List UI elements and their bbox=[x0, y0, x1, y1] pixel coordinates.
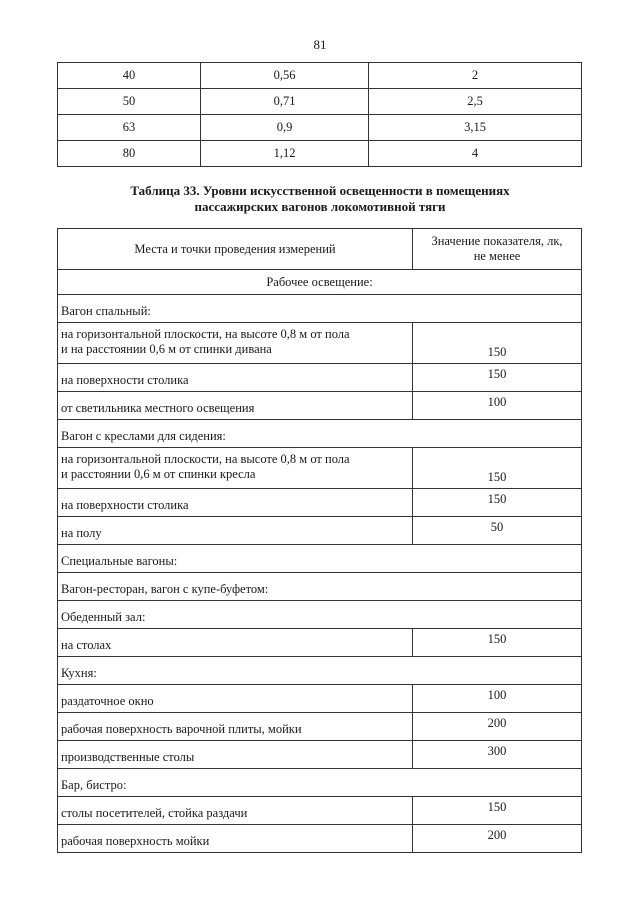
table-cell: 50 bbox=[58, 89, 201, 115]
table-title-line: пассажирских вагонов локомотивной тяги bbox=[194, 199, 446, 214]
place-cell: раздаточное окно bbox=[58, 685, 413, 713]
table-cell: 0,9 bbox=[201, 115, 369, 141]
value-cell: 150 bbox=[413, 448, 582, 489]
table-row bbox=[58, 629, 582, 657]
table-cell: 40 bbox=[58, 63, 201, 89]
table-row bbox=[58, 713, 582, 741]
table-cell: 2 bbox=[369, 63, 582, 89]
section-working-lighting: Рабочее освещение: bbox=[58, 270, 582, 295]
table-row bbox=[58, 115, 582, 141]
section-row bbox=[58, 270, 582, 295]
value-cell: 150 bbox=[413, 797, 582, 825]
table-cell: 1,12 bbox=[201, 141, 369, 167]
value-cell: 100 bbox=[413, 685, 582, 713]
place-cell: на столах bbox=[58, 629, 413, 657]
value-cell: 200 bbox=[413, 713, 582, 741]
page-number: 81 bbox=[313, 37, 327, 52]
table-cell: 2,5 bbox=[369, 89, 582, 115]
group-row bbox=[58, 657, 582, 685]
table-row bbox=[58, 323, 582, 364]
place-cell: производственные столы bbox=[58, 741, 413, 769]
header-value-line: не менее bbox=[473, 249, 521, 263]
table-row bbox=[58, 825, 582, 853]
table-row bbox=[58, 685, 582, 713]
value-cell: 300 bbox=[413, 741, 582, 769]
continued-table bbox=[57, 62, 582, 167]
group-row bbox=[58, 601, 582, 629]
table-row bbox=[58, 489, 582, 517]
table-cell: 80 bbox=[58, 141, 201, 167]
table-cell: 0,71 bbox=[201, 89, 369, 115]
value-cell: 150 bbox=[413, 323, 582, 364]
group-label: Бар, бистро: bbox=[58, 769, 582, 797]
value-cell: 100 bbox=[413, 392, 582, 420]
table-row bbox=[58, 448, 582, 489]
place-line: и на расстоянии 0,6 м от спинки дивана bbox=[61, 342, 272, 356]
group-row bbox=[58, 545, 582, 573]
group-row bbox=[58, 295, 582, 323]
illumination-table bbox=[57, 228, 582, 853]
value-cell: 50 bbox=[413, 517, 582, 545]
group-label: Обеденный зал: bbox=[58, 601, 582, 629]
place-cell bbox=[58, 323, 413, 364]
place-cell: столы посетителей, стойка раздачи bbox=[58, 797, 413, 825]
group-label: Вагон спальный: bbox=[58, 295, 582, 323]
group-label: Вагон с креслами для сидения: bbox=[58, 420, 582, 448]
header-places: Места и точки проведения измерений bbox=[58, 229, 413, 270]
place-cell: рабочая поверхность варочной плиты, мойки bbox=[58, 713, 413, 741]
table-title-line: Таблица 33. Уровни искусственной освещенности в помещениях bbox=[130, 183, 510, 198]
table-row bbox=[58, 392, 582, 420]
table-header-row bbox=[58, 229, 582, 270]
value-cell: 150 bbox=[413, 629, 582, 657]
place-cell: на полу bbox=[58, 517, 413, 545]
table-title bbox=[0, 183, 640, 215]
group-label: Вагон-ресторан, вагон с купе-буфетом: bbox=[58, 573, 582, 601]
group-row bbox=[58, 573, 582, 601]
place-line: на горизонтальной плоскости, на высоте 0,8 м от пола bbox=[61, 452, 350, 466]
group-label: Кухня: bbox=[58, 657, 582, 685]
header-value-line: Значение показателя, лк, bbox=[431, 234, 563, 248]
table-row bbox=[58, 797, 582, 825]
place-cell: от светильника местного освещения bbox=[58, 392, 413, 420]
place-line: на горизонтальной плоскости, на высоте 0,8 м от пола bbox=[61, 327, 350, 341]
table-row bbox=[58, 517, 582, 545]
place-cell: на поверхности столика bbox=[58, 489, 413, 517]
table-cell: 3,15 bbox=[369, 115, 582, 141]
table-row bbox=[58, 141, 582, 167]
group-row bbox=[58, 420, 582, 448]
table-cell: 0,56 bbox=[201, 63, 369, 89]
header-value bbox=[413, 229, 582, 270]
place-cell: рабочая поверхность мойки bbox=[58, 825, 413, 853]
group-row bbox=[58, 769, 582, 797]
group-label: Специальные вагоны: bbox=[58, 545, 582, 573]
table-row bbox=[58, 63, 582, 89]
table-cell: 63 bbox=[58, 115, 201, 141]
table-row bbox=[58, 89, 582, 115]
table-cell: 4 bbox=[369, 141, 582, 167]
place-cell: на поверхности столика bbox=[58, 364, 413, 392]
value-cell: 200 bbox=[413, 825, 582, 853]
value-cell: 150 bbox=[413, 489, 582, 517]
table-row bbox=[58, 741, 582, 769]
value-cell: 150 bbox=[413, 364, 582, 392]
place-line: и расстоянии 0,6 м от спинки кресла bbox=[61, 467, 256, 481]
place-cell bbox=[58, 448, 413, 489]
table-row bbox=[58, 364, 582, 392]
